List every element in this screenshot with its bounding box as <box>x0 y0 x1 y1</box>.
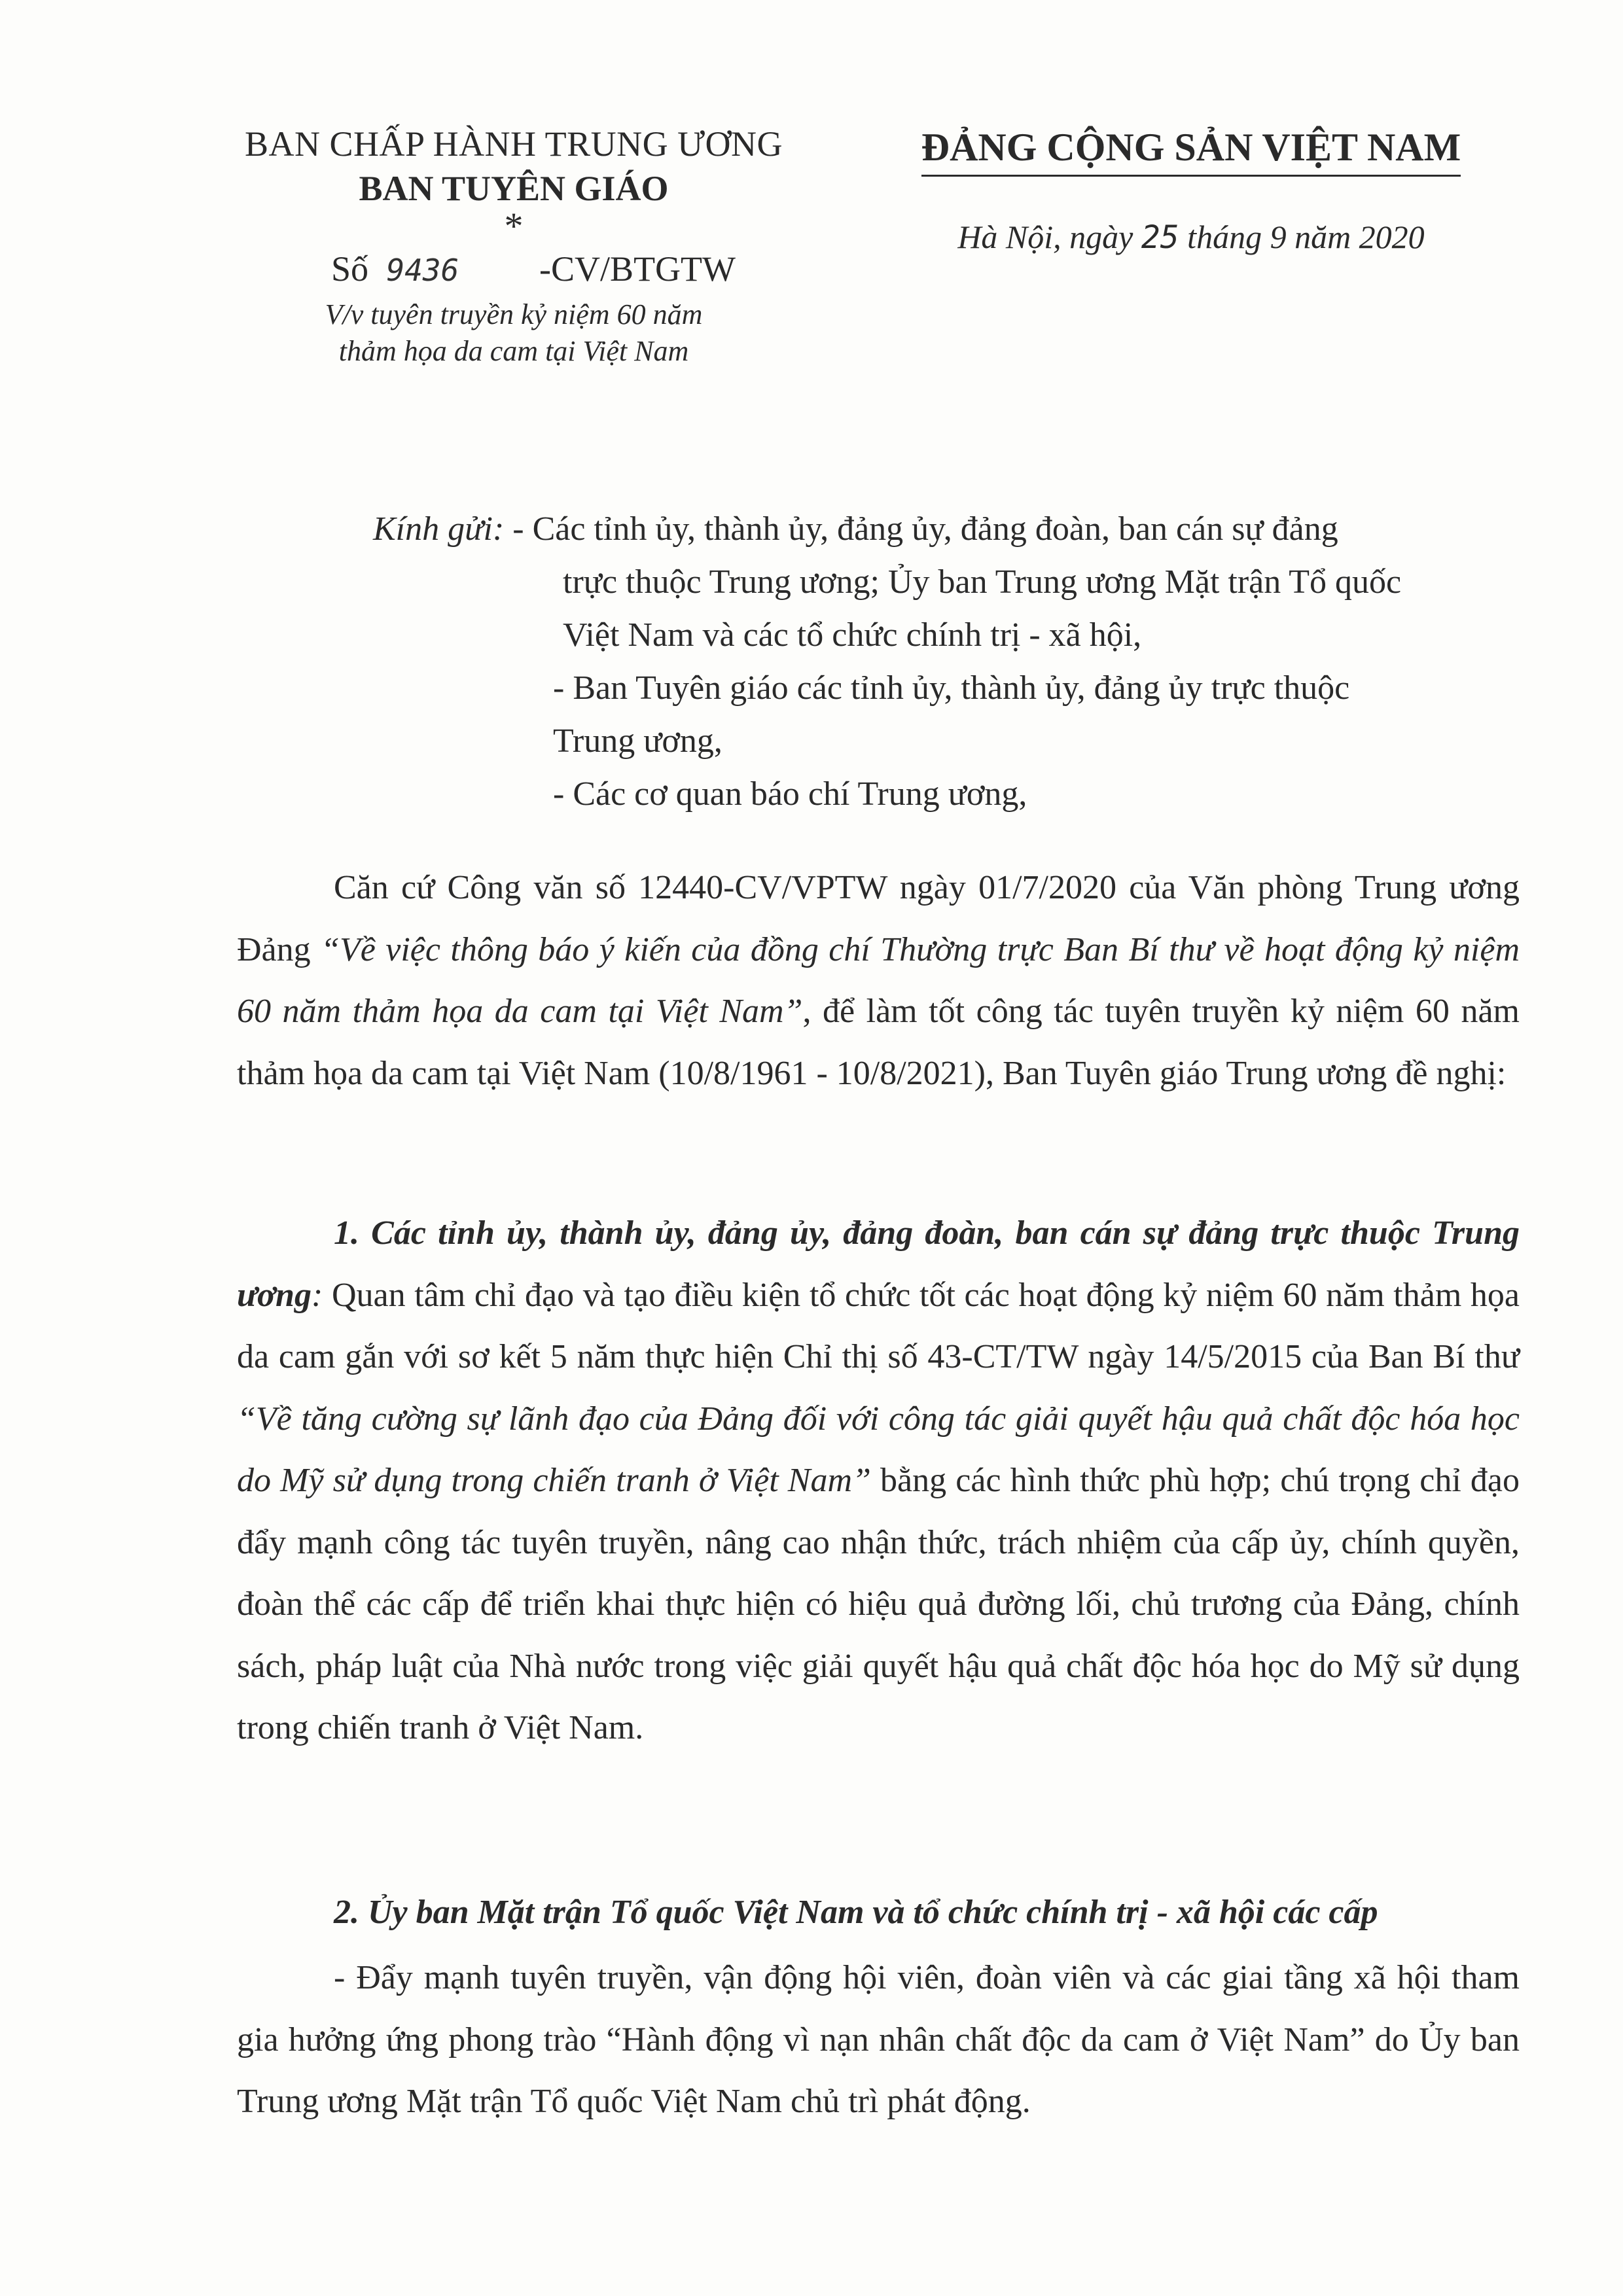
p1-quote: “Về việc thông báo ý kiến của đồng chí Thường trực Ban Bí thư về hoạt động kỷ niệm 60 năm thảm họa da cam tại Việt Nam” <box>237 930 1520 1030</box>
issuer-block <box>209 121 818 370</box>
p2-text-b: bằng các hình thức phù hợp; chú trọng chỉ đạo đẩy mạnh công tác tuyên truyền, nâng cao nhận thức, trách nhiệm của cấp ủy, chính quyền, đoàn thể các cấp để triển khai thực hiện có hiệu quả đường lối, chủ trương của Đảng, chính sách, pháp luật của Nhà nước trong việc giải quyết hậu quả chất độc hóa học do Mỹ sử dụng trong chiến tranh ở Việt Nam. <box>237 1462 1520 1746</box>
p2-text-a: Quan tâm chỉ đạo và tạo điều kiện tổ chức tốt các hoạt động kỷ niệm 60 năm thảm họa da cam gắn với sơ kết 5 năm thực hiện Chỉ thị số 43-CT/TW ngày 14/5/2015 của Ban Bí thư <box>237 1276 1520 1375</box>
p2-quote: “Về tăng cường sự lãnh đạo của Đảng đối với công tác giải quyết hậu quả chất độc hóa học do Mỹ sử dụng trong chiến tranh ở Việt Nam” <box>237 1400 1520 1499</box>
p2-colon: : <box>311 1276 323 1314</box>
issuer-org: BAN CHẤP HÀNH TRUNG ƯƠNG <box>245 124 783 164</box>
party-block <box>897 121 1486 257</box>
p3-heading: 2. Ủy ban Mặt trận Tổ quốc Việt Nam và tổ chức chính trị - xã hội các cấp <box>334 1894 1378 1931</box>
star-mark: * <box>504 205 524 247</box>
recipient-line: Việt Nam và các tổ chức chính trị - xã hội, <box>563 616 1142 654</box>
p2-heading: 1. Các tỉnh ủy, thành ủy, đảng ủy, đảng đoàn, ban cán sự đảng trực thuộc Trung ương <box>237 1214 1520 1314</box>
place-date-prefix: Hà Nội, ngày <box>957 219 1133 255</box>
document-number <box>209 243 818 296</box>
recipient-line: trực thuộc Trung ương; Ủy ban Trung ương Mặt trận Tổ quốc <box>563 563 1402 601</box>
section-heading-2 <box>237 1882 1520 1944</box>
doc-no-prefix: Số <box>331 249 369 289</box>
doc-no-handwritten: 9436 <box>386 253 459 288</box>
recipient-text: - Các tỉnh ủy, thành ủy, đảng ủy, đảng đoàn, ban cán sự đảng <box>512 510 1338 548</box>
recipient-line <box>373 503 1512 556</box>
recipient-line: - Ban Tuyên giáo các tỉnh ủy, thành ủy, đảng ủy trực thuộc <box>553 669 1350 707</box>
place-date <box>897 217 1486 257</box>
doc-no-suffix: -CV/BTGTW <box>539 249 736 289</box>
p1-text-b: , để làm tốt công tác tuyên truyền kỷ niệm 60 năm thảm họa da cam tại Việt Nam (10/8/1961 - 10/8/2021), Ban Tuyên giáo Trung ương đề nghị: <box>237 993 1520 1092</box>
recipient-line: - Các cơ quan báo chí Trung ương, <box>553 775 1027 813</box>
p1-text-a: Căn cứ Công văn số 12440-CV/VPTW ngày 01/7/2020 của Văn phòng Trung ương Đảng <box>237 869 1520 968</box>
issuer-dept: BAN TUYÊN GIÁO <box>359 169 669 208</box>
subject-line-1: V/v tuyên truyền kỷ niệm 60 năm <box>325 298 703 330</box>
subject-line-2: thảm họa da cam tại Việt Nam <box>338 335 689 367</box>
recipients-label: Kính gửi: <box>373 510 505 548</box>
body-paragraph-2 <box>237 1203 1520 1759</box>
body-paragraph-1 <box>237 857 1520 1104</box>
body-paragraph-4 <box>237 1947 1520 2133</box>
place-date-suffix: tháng 9 năm 2020 <box>1187 219 1425 255</box>
party-name: ĐẢNG CỘNG SẢN VIỆT NAM <box>921 121 1461 177</box>
place-date-day: 25 <box>1141 219 1179 256</box>
recipient-line: Trung ương, <box>553 722 722 760</box>
p4-text: - Đẩy mạnh tuyên truyền, vận động hội viên, đoàn viên và các giai tầng xã hội tham gia hưởng ứng phong trào “Hành động vì nạn nhân chất độc da cam ở Việt Nam” do Ủy ban Trung ương Mặt trận Tổ quốc Việt Nam chủ trì phát động. <box>237 1959 1520 2120</box>
recipients-block <box>373 503 1512 821</box>
